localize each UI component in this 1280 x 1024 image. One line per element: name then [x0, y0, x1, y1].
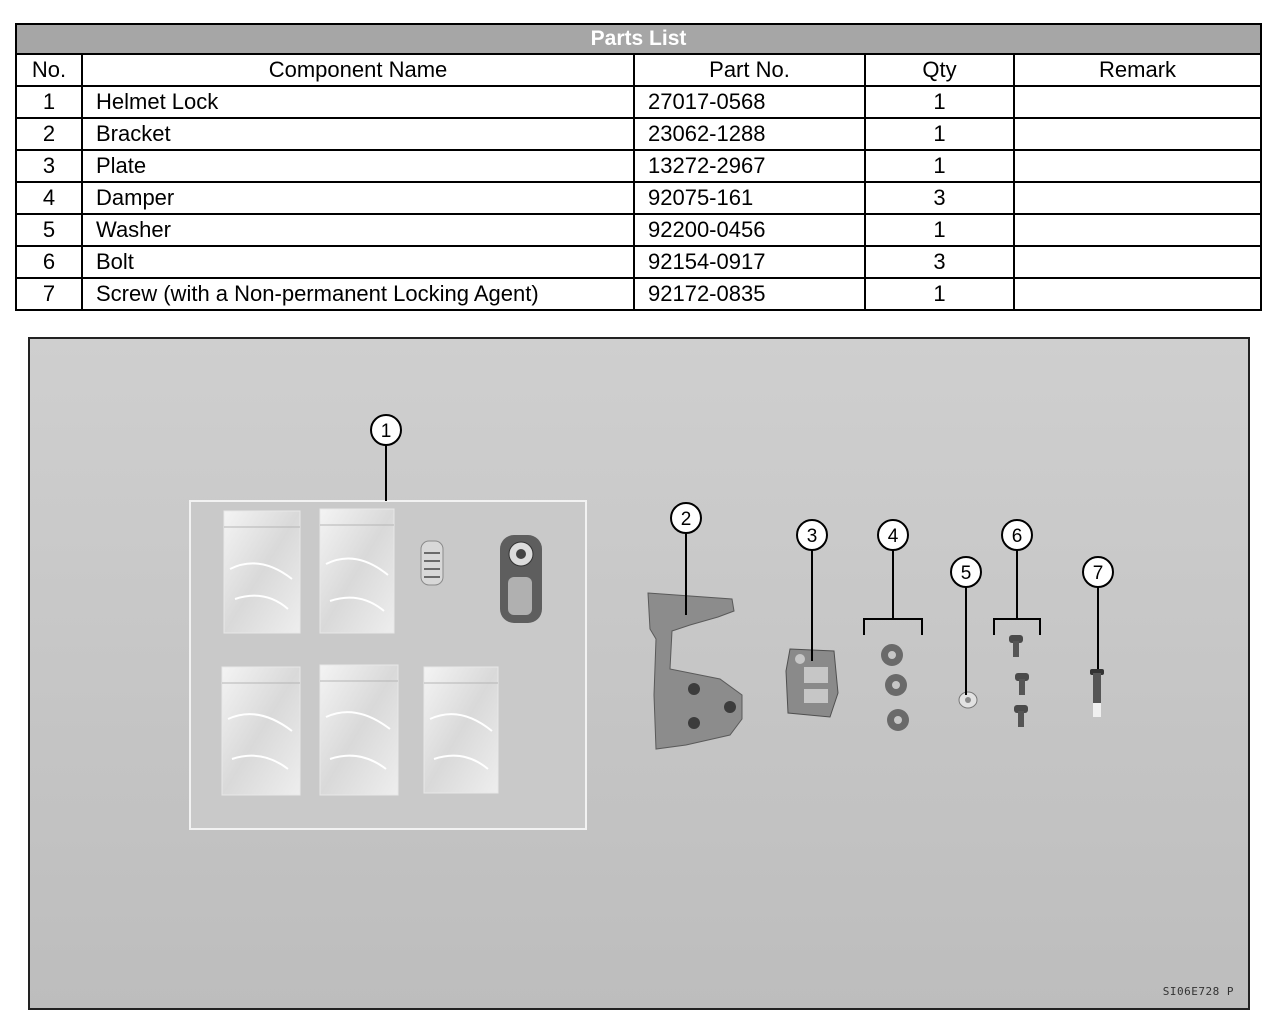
row-remark — [1014, 182, 1261, 214]
table-row — [16, 214, 1261, 246]
row-part-no: 92154-0917 — [634, 246, 865, 278]
row-remark — [1014, 214, 1261, 246]
callout-7-label: 7 — [1092, 563, 1104, 584]
row-remark — [1014, 278, 1261, 310]
damper — [881, 644, 903, 666]
row-no: 1 — [16, 86, 82, 118]
callout-6-label: 6 — [1011, 526, 1023, 547]
header-part-no: Part No. — [634, 54, 865, 86]
row-no: 3 — [16, 150, 82, 182]
plastic-bag — [320, 509, 394, 633]
row-no: 4 — [16, 182, 82, 214]
row-qty: 1 — [865, 278, 1014, 310]
row-qty: 1 — [865, 214, 1014, 246]
parts-photo-illustration — [30, 339, 1248, 1008]
callout-5-label: 5 — [960, 563, 972, 584]
parts-list-table — [15, 23, 1262, 311]
washer — [959, 692, 977, 708]
row-qty: 1 — [865, 86, 1014, 118]
row-remark — [1014, 246, 1261, 278]
row-component-name: Damper — [82, 182, 634, 214]
row-qty: 3 — [865, 182, 1014, 214]
table-title: Parts List — [16, 24, 1261, 54]
header-remark: Remark — [1014, 54, 1261, 86]
row-qty: 1 — [865, 150, 1014, 182]
plastic-bag — [424, 667, 498, 793]
callout-1 — [371, 415, 401, 445]
damper — [887, 709, 909, 731]
row-qty: 3 — [865, 246, 1014, 278]
table-row — [16, 246, 1261, 278]
callout-3-label: 3 — [806, 526, 818, 547]
row-no: 6 — [16, 246, 82, 278]
helmet-lock-body — [500, 535, 542, 623]
row-qty: 1 — [865, 118, 1014, 150]
row-part-no: 27017-0568 — [634, 86, 865, 118]
callout-7 — [1083, 557, 1113, 587]
row-component-name: Helmet Lock — [82, 86, 634, 118]
plastic-bag — [224, 511, 300, 633]
photo-reference-code: SI06E728 P — [1162, 985, 1234, 998]
plastic-bag — [320, 665, 398, 795]
row-part-no: 23062-1288 — [634, 118, 865, 150]
row-component-name: Screw (with a Non-permanent Locking Agent) — [82, 278, 634, 310]
table-row — [16, 150, 1261, 182]
row-remark — [1014, 118, 1261, 150]
row-part-no: 92172-0835 — [634, 278, 865, 310]
parts-photo — [28, 337, 1250, 1010]
table-row — [16, 118, 1261, 150]
table-row — [16, 86, 1261, 118]
plastic-bag — [222, 667, 300, 795]
row-component-name: Bracket — [82, 118, 634, 150]
header-no: No. — [16, 54, 82, 86]
helmet-lock-kit — [190, 501, 586, 829]
callout-4-label: 4 — [887, 526, 899, 547]
table-header-row — [16, 54, 1261, 86]
row-part-no: 92200-0456 — [634, 214, 865, 246]
row-component-name: Plate — [82, 150, 634, 182]
callout-5 — [951, 557, 981, 587]
row-remark — [1014, 86, 1261, 118]
row-no: 7 — [16, 278, 82, 310]
callout-2 — [671, 503, 701, 533]
callout-4 — [878, 520, 908, 550]
table-title-row — [16, 24, 1261, 54]
header-component-name: Component Name — [82, 54, 634, 86]
table-row — [16, 182, 1261, 214]
row-no: 5 — [16, 214, 82, 246]
damper — [885, 674, 907, 696]
header-qty: Qty — [865, 54, 1014, 86]
callout-6 — [1002, 520, 1032, 550]
callout-1-label: 1 — [380, 421, 392, 442]
callout-2-label: 2 — [680, 509, 692, 530]
row-remark — [1014, 150, 1261, 182]
row-component-name: Washer — [82, 214, 634, 246]
row-component-name: Bolt — [82, 246, 634, 278]
key-cylinder — [421, 541, 443, 585]
row-no: 2 — [16, 118, 82, 150]
table-row — [16, 278, 1261, 310]
row-part-no: 92075-161 — [634, 182, 865, 214]
row-part-no: 13272-2967 — [634, 150, 865, 182]
callout-3 — [797, 520, 827, 550]
